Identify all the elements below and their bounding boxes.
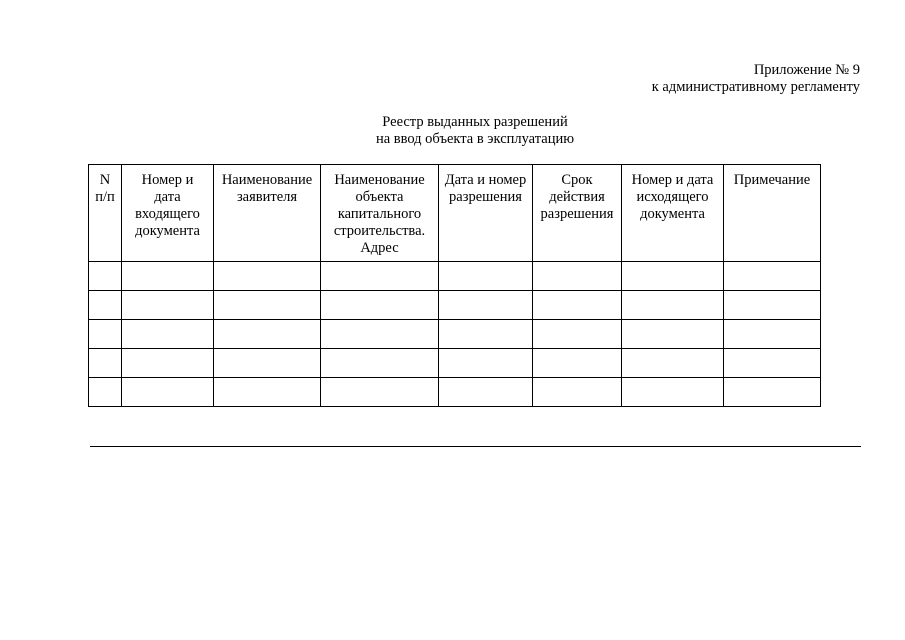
header-applicant-name: Наименование заявителя: [214, 165, 321, 262]
table-cell: [89, 378, 122, 407]
table-cell: [533, 291, 622, 320]
table-cell: [439, 320, 533, 349]
table-cell: [439, 291, 533, 320]
table-cell: [89, 349, 122, 378]
table-cell: [122, 378, 214, 407]
header-number: N п/п: [89, 165, 122, 262]
header-permit-validity: Срок действия разрешения: [533, 165, 622, 262]
table-cell: [321, 262, 439, 291]
header-incoming-document: Номер и дата входящего документа: [122, 165, 214, 262]
table-cell: [214, 262, 321, 291]
table-cell: [533, 320, 622, 349]
table-cell: [439, 349, 533, 378]
title-line-1: Реестр выданных разрешений: [382, 114, 568, 130]
table-cell: [724, 349, 821, 378]
table-cell: [622, 320, 724, 349]
header-outgoing-document: Номер и дата исходящего документа: [622, 165, 724, 262]
table-row: [89, 378, 821, 407]
registry-table: [88, 164, 821, 407]
table-cell: [214, 349, 321, 378]
table-cell: [122, 262, 214, 291]
table-row: [89, 291, 821, 320]
table-cell: [533, 262, 622, 291]
table-cell: [439, 262, 533, 291]
table-cell: [533, 378, 622, 407]
table-cell: [89, 262, 122, 291]
table-cell: [122, 291, 214, 320]
table-cell: [724, 262, 821, 291]
table-row: [89, 320, 821, 349]
appendix-number: Приложение № 9: [753, 62, 860, 78]
table-cell: [439, 378, 533, 407]
table-cell: [724, 378, 821, 407]
table-cell: [533, 349, 622, 378]
table-cell: [724, 320, 821, 349]
table-cell: [321, 320, 439, 349]
table-row: [89, 349, 821, 378]
appendix-reference: к административному регламенту: [651, 79, 860, 95]
table-cell: [214, 320, 321, 349]
table-cell: [122, 349, 214, 378]
table-cell: [122, 320, 214, 349]
table-cell: [89, 320, 122, 349]
table-cell: [622, 262, 724, 291]
table-cell: [622, 291, 724, 320]
header-note: Примечание: [724, 165, 821, 262]
table-cell: [321, 378, 439, 407]
document-title: [0, 114, 905, 148]
horizontal-rule: [90, 446, 861, 447]
table-header-row: [89, 165, 821, 262]
table-cell: [89, 291, 122, 320]
table-body: [89, 262, 821, 407]
table-cell: [321, 291, 439, 320]
header-object-name-address: Наименование объекта капитального строительства. Адрес: [321, 165, 439, 262]
appendix-note: [652, 62, 860, 96]
table-cell: [622, 349, 724, 378]
table-row: [89, 262, 821, 291]
table-cell: [214, 378, 321, 407]
table-cell: [622, 378, 724, 407]
table-cell: [321, 349, 439, 378]
table-cell: [724, 291, 821, 320]
header-permit-date-number: Дата и номер разрешения: [439, 165, 533, 262]
table-cell: [214, 291, 321, 320]
title-line-2: на ввод объекта в эксплуатацию: [375, 131, 575, 147]
